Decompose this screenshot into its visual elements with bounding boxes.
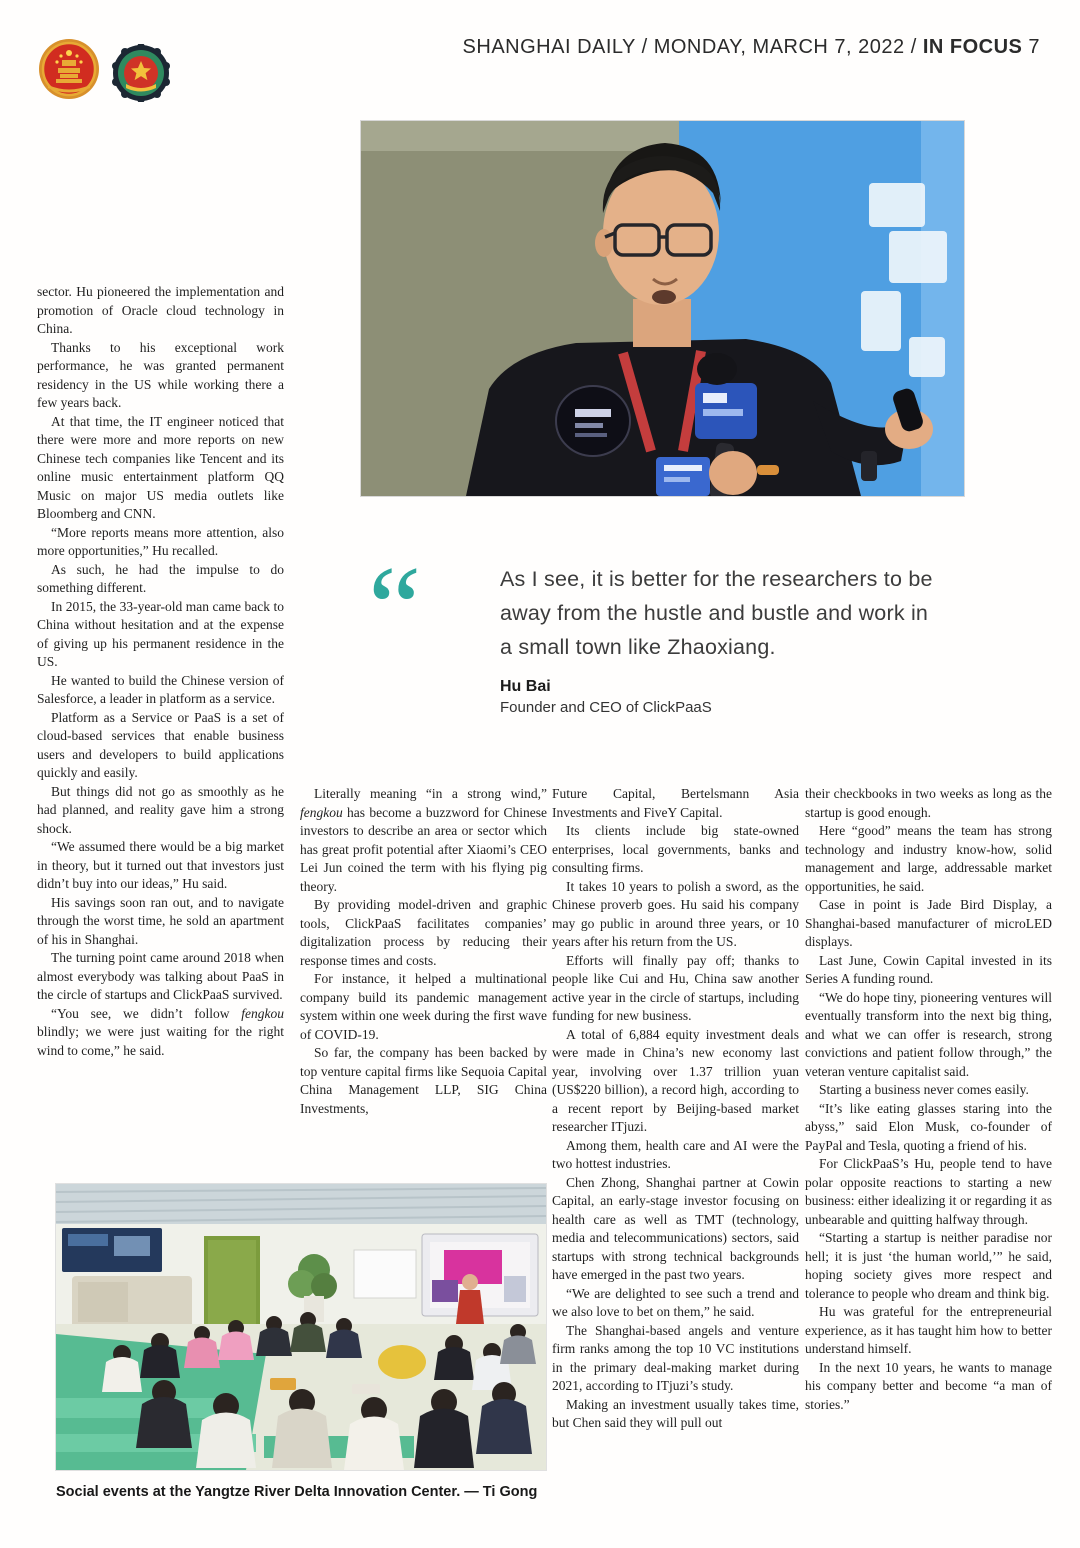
article-paragraph: “You see, we didn’t follow fengkou blindly; we were just waiting for the right wind to come,” he said. (37, 1005, 284, 1058)
article-paragraph: His savings soon ran out, and to navigate through the worst time, he sold an apartment of his in Shanghai. (37, 894, 284, 947)
article-column-4 (805, 785, 1052, 1414)
article-paragraph: Future Capital, Bertelsmann Asia Investments and FiveY Capital. (552, 786, 799, 820)
quote-author-title: Founder and CEO of ClickPaaS (500, 699, 712, 716)
innovation-center-illustration (56, 1184, 546, 1470)
article-paragraph: Starting a business never comes easily. (819, 1082, 1029, 1097)
article-paragraph: It takes 10 years to polish a sword, as the Chinese proverb goes. Hu said his company may go public in around three years, or 10 years after his return from the US. (552, 878, 799, 949)
article-column-1 (37, 283, 284, 1060)
masthead-emblems (38, 38, 170, 102)
article-paragraph: Chen Zhong, Shanghai partner at Cowin Capital, an early-stage investor focusing on health care as well as TMT (technology, media and telecommunications) sectors, said startups with strong technical backgrounds have emerged in the past two years. (552, 1174, 799, 1282)
article-paragraph: In the next 10 years, he wants to manage his company better and become “a man of stories.” (805, 1359, 1052, 1412)
article-paragraph: Literally meaning “in a strong wind,” fengkou has become a buzzword for Chinese investors to describe an area or sector which has great profit potential after Xiaomi’s CEO Lei Jun coined the term with his flying pig theory. (300, 786, 547, 894)
cppcc-emblem-icon (112, 44, 170, 102)
masthead-text: SHANGHAI DAILY / MONDAY, MARCH 7, 2022 / (462, 36, 923, 58)
article-paragraph: Case in point is Jade Bird Display, a Shanghai-based manufacturer of microLED displays. (805, 897, 1052, 949)
article-paragraph: Thanks to his exceptional work performance, he was granted permanent residency in the US while working there a few years back. (37, 339, 284, 410)
article-column-3 (552, 785, 799, 1433)
article-paragraph: Here “good” means the team has strong technology and industry know-how, solid management and large, addressable market opportunities, he said. (805, 823, 1052, 894)
article-paragraph: As such, he had the impulse to do something different. (37, 561, 284, 595)
article-paragraph: At that time, the IT engineer noticed that there were more and more reports on new Chinese tech companies like Tencent and its online music entertainment platform QQ Music on major US media outlets like Bloomberg and CNN. (37, 413, 284, 521)
article-column-2 (300, 785, 547, 1118)
article-paragraph: But things did not go as smoothly as he had planned, and reality gave him a strong shock. (37, 783, 284, 836)
article-paragraph: sector. Hu pioneered the implementation and promotion of Oracle cloud technology in China. (37, 284, 284, 336)
article-paragraph: their checkbooks in two weeks as long as the startup is good enough. (805, 786, 1052, 820)
quote-mark-icon: “ (368, 541, 416, 674)
article-paragraph: “More reports means more attention, also more opportunities,” Hu recalled. (37, 524, 284, 558)
article-paragraph: By providing model-driven and graphic tools, ClickPaaS facilitates companies’ digitalization process by reducing their response times and costs. (300, 897, 547, 968)
article-paragraph: Its clients include big state-owned enterprises, local governments, banks and consulting firms. (552, 823, 799, 875)
speaker-photo-illustration (361, 121, 964, 496)
section-title: IN FOCUS (922, 36, 1023, 58)
article-paragraph: For instance, it helped a multinational company build its pandemic management system within one week during the first wave of COVID-19. (300, 971, 547, 1042)
article-paragraph: Among them, health care and AI were the two hottest industries. (552, 1137, 799, 1171)
article-paragraph: “We are delighted to see such a trend and we also love to bet on them,” he said. (552, 1285, 799, 1319)
quote-author: Hu Bai (500, 678, 551, 695)
article-paragraph: A total of 6,884 equity investment deals were made in China’s new economy last year, involving over 1.37 trillion yuan (US$220 billion), a record high, according to a recent report by Beijing-based market researcher ITjuzi. (552, 1026, 799, 1134)
article-paragraph: Hu was grateful for the entrepreneurial experience, as it has taught him how to better understand himself. (805, 1304, 1052, 1356)
page-header (463, 36, 1040, 59)
article-paragraph: Last June, Cowin Capital invested in its Series A funding round. (805, 952, 1052, 986)
page-number: 7 (1028, 36, 1040, 58)
article-paragraph: The Shanghai-based angels and venture firm ranks among the top 10 VC institutions in the primary deal-making market during 2021, according to ITjuzi’s study. (552, 1322, 799, 1393)
article-paragraph: So far, the company has been backed by top venture capital firms like Sequoia Capital China Management LLP, SIG China Investments, (300, 1045, 547, 1116)
article-paragraph: Making an investment usually takes time, but Chen said they will pull out (552, 1396, 799, 1430)
article-paragraph: Platform as a Service or PaaS is a set of cloud-based services that enable business users and developers to build applications quickly and easily. (37, 709, 284, 780)
article-paragraph: “We assumed there would be a big market in theory, but it turned out that investors just didn’t buy into our ideas,” Hu said. (37, 839, 284, 891)
china-national-emblem-icon (38, 38, 100, 100)
article-paragraph: For ClickPaaS’s Hu, people tend to have polar opposite reactions to starting a new business: either idealizing it or regarding it as unbearable and quitting halfway through. (805, 1156, 1052, 1227)
article-paragraph: Efforts will finally pay off; thanks to people like Cui and Hu, China saw another active year in the circle of startups, including funding for new business. (552, 952, 799, 1023)
article-paragraph: In 2015, the 33-year-old man came back to China without hesitation and at the expense of giving up his permanent residence in the US. (37, 598, 284, 669)
main-photo (360, 120, 965, 497)
photo-caption: Social events at the Yangtze River Delta Innovation Center. — Ti Gong (56, 1484, 538, 1500)
article-paragraph: “Starting a startup is neither paradise nor hell; it is just ‘the human world,’” he said, hoping society gives more respect and tolerance to people who dream and think big. (805, 1230, 1052, 1301)
article-paragraph: “We do hope tiny, pioneering ventures will eventually transform into the next big thing, and what we can offer is research, strong convictions and patient follow through,” the veteran venture capitalist said. (805, 989, 1052, 1079)
innovation-center-photo (55, 1183, 547, 1471)
article-paragraph: “It’s like eating glasses staring into the abyss,” said Elon Musk, co-founder of PayPal and Tesla, quoting a friend of his. (805, 1100, 1052, 1153)
pull-quote (500, 562, 940, 716)
article-paragraph: The turning point came around 2018 when almost everybody was talking about PaaS in the circle of startups and ClickPaaS survived. (37, 950, 284, 1002)
quote-text: As I see, it is better for the researchers to be away from the hustle and bustle and work in a small town like Zhaoxiang. (500, 567, 933, 659)
article-paragraph: He wanted to build the Chinese version of Salesforce, a leader in platform as a service. (37, 672, 284, 706)
